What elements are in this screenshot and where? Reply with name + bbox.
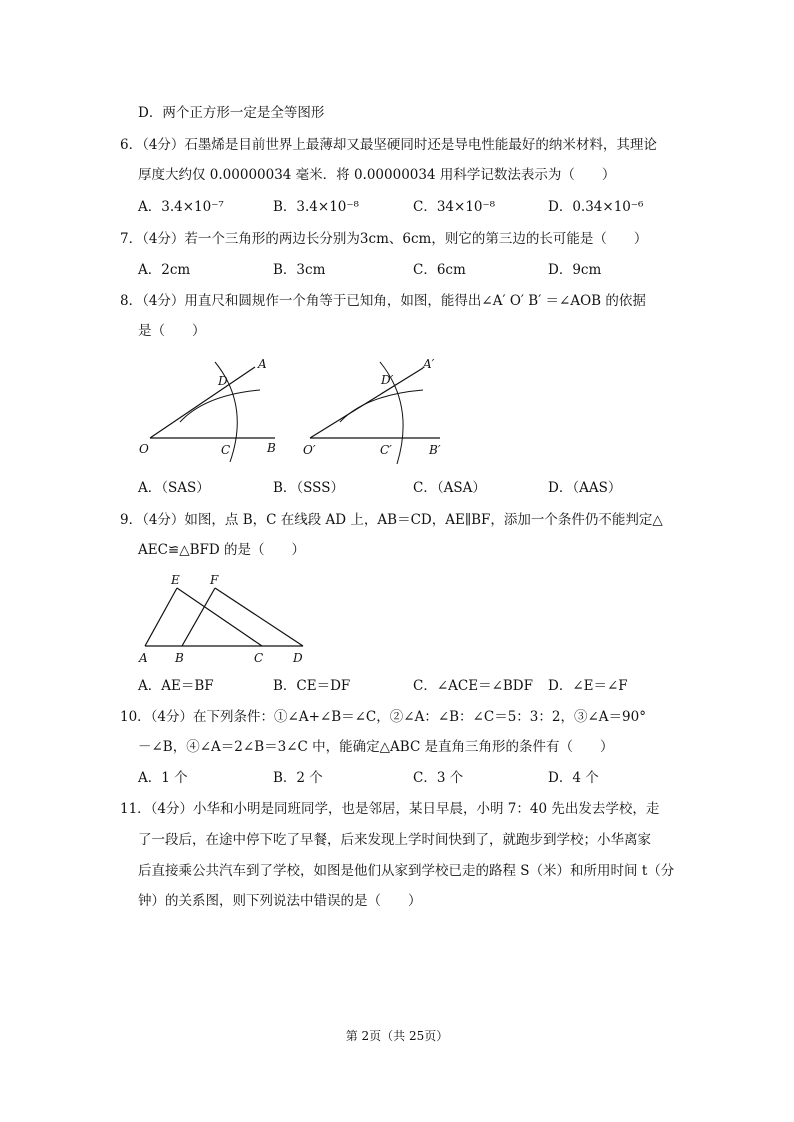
q9-figure (135, 570, 325, 670)
q7-option-c: C．6cm (413, 262, 466, 278)
q10-option-c: C．3 个 (413, 770, 464, 786)
q8-option-b: B．（SSS） (273, 480, 344, 496)
q6-text-line1: 6．（4分）石墨烯是目前世界上最薄却又最坚硬同时还是导电性能最好的纳米材料，其理论 (120, 137, 657, 153)
q10-text-line2: －∠B，④∠A＝2∠B＝3∠C 中，能确定△ABC 是直角三角形的条件有（ ） (138, 739, 614, 755)
q9-option-a: A．AE＝BF (138, 678, 214, 694)
q8-left-label-o: O (139, 442, 149, 456)
q8-text-line2: 是（ ） (138, 323, 206, 339)
q9-text-line1: 9．（4分）如图，点 B，C 在线段 AD 上，AB＝CD，AE∥BF，添加一个条件仍不能判定△ (120, 512, 663, 528)
q6-option-c: C．34×10⁻⁸ (413, 199, 496, 215)
q8-left-label-a: A (258, 357, 267, 371)
q10-text-line1: 10．（4分）在下列条件：①∠A+∠B＝∠C，②∠A：∠B：∠C＝5：3：2，③∠A＝90° (120, 709, 646, 725)
q8-option-a: A．（SAS） (138, 480, 210, 496)
q7-text-line1: 7．（4分）若一个三角形的两边长分别为3cm、6cm，则它的第三边的长可能是（ ） (120, 231, 648, 247)
q5-option-d: D．两个正方形一定是全等图形 (138, 105, 325, 121)
q9-text-line2: AEC≌△BFD 的是（ ） (138, 542, 306, 558)
q9-option-c: C．∠ACE＝∠BDF (413, 678, 533, 694)
q11-text-line4: 钟）的关系图，则下列说法中错误的是（ ） (138, 893, 422, 909)
q8-option-d: D．（AAS） (548, 480, 622, 496)
q9-label-b: B (175, 651, 184, 665)
q8-left-label-d: D (218, 374, 228, 388)
q7-option-d: D．9cm (548, 262, 602, 278)
q8-left-label-c: C (221, 443, 231, 457)
q6-option-b: B．3.4×10⁻⁸ (273, 199, 359, 215)
q8-left-label-b: B (267, 441, 276, 455)
q6-option-a: A．3.4×10⁻⁷ (138, 199, 224, 215)
q7-option-b: B．3cm (273, 262, 326, 278)
q9-label-e: E (171, 573, 180, 587)
q8-figure-right (303, 357, 441, 464)
q6-option-d: D．0.34×10⁻⁶ (548, 199, 644, 215)
page-footer: 第 2页（共 25页） (345, 1029, 449, 1043)
q10-option-a: A．1 个 (138, 770, 188, 786)
q8-right-label-c: C′ (380, 443, 392, 457)
q9-option-d: D．∠E＝∠F (548, 678, 628, 694)
q8-option-c: C．（ASA） (413, 480, 486, 496)
q8-text-line1: 8．（4分）用直尺和圆规作一个角等于已知角，如图，能得出∠A′ O′ B′ ＝∠AOB 的依据 (120, 293, 646, 309)
q9-option-b: B．CE＝DF (273, 678, 351, 694)
q10-option-d: D．4 个 (548, 770, 599, 786)
q8-right-label-b: B′ (429, 443, 441, 457)
q8-figure-left (139, 357, 276, 462)
q11-text-line3: 后直接乘公共汽车到了学校，如图是他们从家到学校已走的路程 S（米）和所用时间 t（分 (138, 863, 675, 879)
q9-label-a: A (139, 651, 148, 665)
q8-right-label-o: O′ (303, 443, 316, 457)
q9-label-c: C (254, 651, 264, 665)
q11-text-line1: 11．（4分）小华和小明是同班同学，也是邻居，某日早晨，小明 7：40 先出发去学校，走 (120, 801, 660, 817)
q7-option-a: A．2cm (138, 262, 191, 278)
q8-figure (135, 350, 465, 470)
q11-text-line2: 了一段后，在途中停下吃了早餐，后来发现上学时间快到了，就跑步到学校；小华离家 (138, 832, 651, 848)
q9-label-f: F (210, 573, 219, 587)
q6-text-line2: 厚度大约仅 0.00000034 毫米．将 0.00000034 用科学记数法表示为（ ） (138, 167, 616, 183)
q9-label-d: D (293, 651, 303, 665)
q8-right-label-d: D′ (381, 373, 394, 387)
q8-right-label-a: A′ (423, 357, 435, 371)
q10-option-b: B．2 个 (273, 770, 323, 786)
